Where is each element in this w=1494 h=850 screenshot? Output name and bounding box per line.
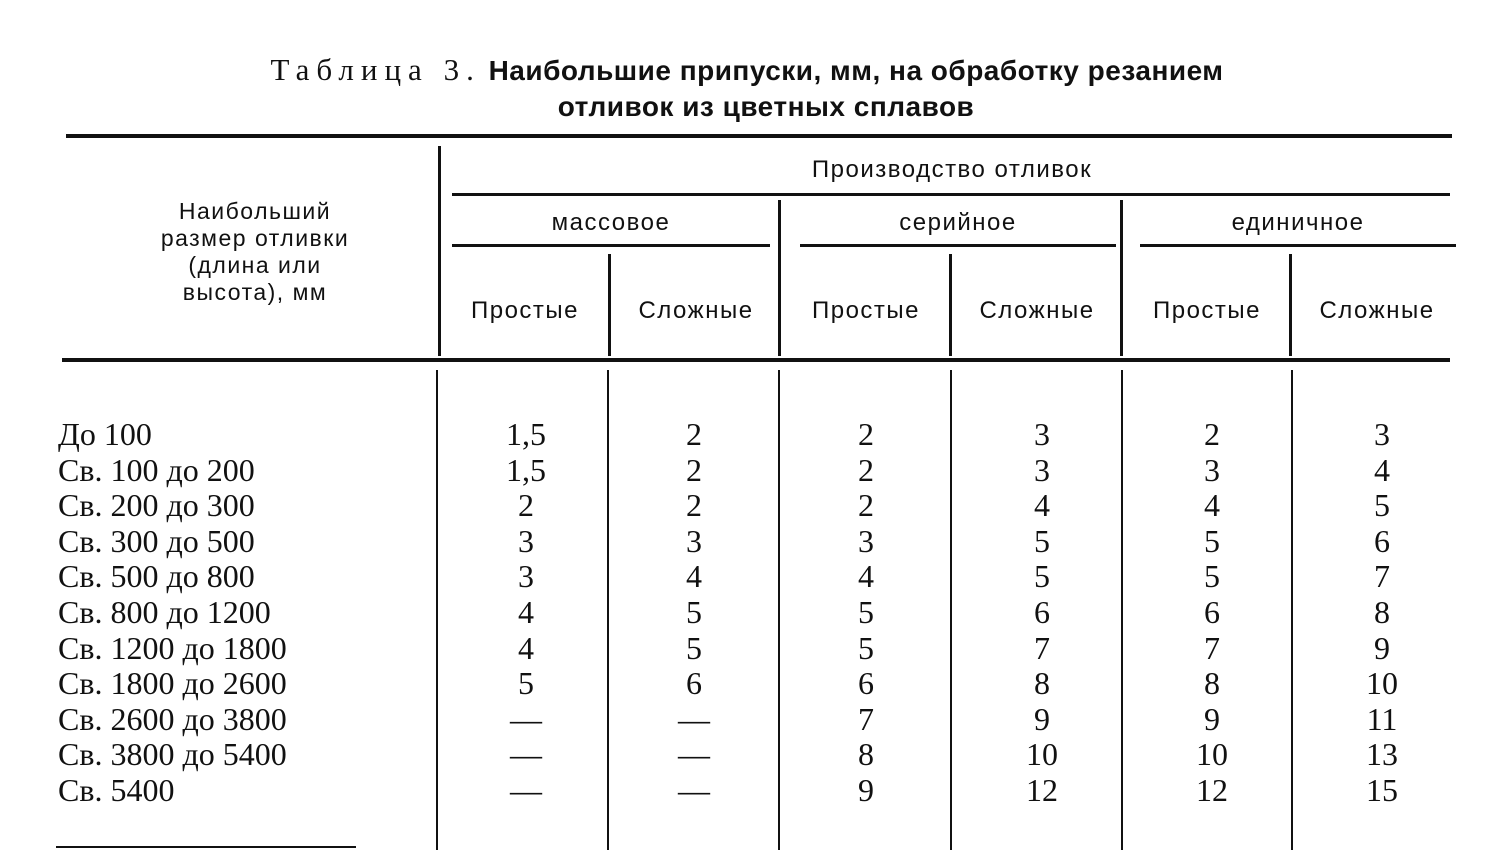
row-label: Св. 200 до 300 — [58, 487, 255, 523]
cell-mass-simple: — — [510, 736, 542, 772]
stub-header — [120, 198, 390, 306]
table-caption — [0, 52, 1494, 125]
group-divider-header-2 — [1120, 200, 1123, 356]
cell-mass-complex: — — [678, 736, 710, 772]
cell-serial-simple: 3 — [858, 523, 874, 559]
cell-single-complex: 10 — [1366, 665, 1398, 701]
cell-mass-complex: 5 — [686, 630, 702, 666]
cell-mass-complex: 4 — [686, 558, 702, 594]
stub-header-line-4: высота), мм — [182, 279, 328, 305]
cell-single-simple: 10 — [1196, 736, 1228, 772]
column-header-serial-complex: Сложные — [979, 297, 1095, 324]
col-divider-body-5 — [1291, 370, 1293, 850]
column-header-mass-simple: Простые — [470, 297, 580, 324]
cell-serial-complex: 3 — [1034, 452, 1050, 488]
cell-serial-complex: 8 — [1034, 665, 1050, 701]
cell-serial-simple: 2 — [858, 487, 874, 523]
cell-serial-complex: 9 — [1034, 701, 1050, 737]
row-label: Св. 2600 до 3800 — [58, 701, 287, 737]
cell-serial-simple: 6 — [858, 665, 874, 701]
cell-mass-simple: 2 — [518, 487, 534, 523]
col-divider-body-1 — [607, 370, 609, 850]
cell-serial-complex: 3 — [1034, 416, 1050, 452]
cell-mass-simple: — — [510, 701, 542, 737]
row-label: Св. 300 до 500 — [58, 523, 255, 559]
cell-serial-simple: 7 — [858, 701, 874, 737]
cell-serial-complex: 7 — [1034, 630, 1050, 666]
cell-mass-complex: 2 — [686, 487, 702, 523]
cell-single-simple: 7 — [1204, 630, 1220, 666]
cell-single-complex: 3 — [1374, 416, 1390, 452]
cell-single-simple: 12 — [1196, 772, 1228, 808]
col-divider-body-4 — [1121, 370, 1123, 850]
cell-single-simple: 8 — [1204, 665, 1220, 701]
caption-title-line-2: отливок из цветных сплавов — [557, 91, 975, 122]
cell-serial-complex: 12 — [1026, 772, 1058, 808]
cell-mass-complex: — — [678, 772, 710, 808]
stub-header-line-3: (длина или — [188, 252, 322, 278]
cell-mass-simple: 1,5 — [506, 452, 546, 488]
cell-mass-complex: 3 — [686, 523, 702, 559]
row-label: Св. 5400 — [58, 772, 175, 808]
column-header-mass-complex: Сложные — [638, 297, 754, 324]
cell-mass-complex: 5 — [686, 594, 702, 630]
cell-single-complex: 15 — [1366, 772, 1398, 808]
subgroup-rule-mass — [452, 244, 770, 247]
cell-single-simple: 6 — [1204, 594, 1220, 630]
cell-mass-simple: 4 — [518, 594, 534, 630]
cell-serial-simple: 2 — [858, 452, 874, 488]
table-top-rule — [66, 134, 1452, 138]
cell-mass-simple: 4 — [518, 630, 534, 666]
stub-header-line-2: размер отливки — [160, 225, 350, 251]
cell-single-complex: 13 — [1366, 736, 1398, 772]
cell-serial-complex: 10 — [1026, 736, 1058, 772]
cell-single-simple: 3 — [1204, 452, 1220, 488]
group-divider-header-1 — [778, 200, 781, 356]
header-bottom-rule — [62, 358, 1450, 362]
cell-single-complex: 7 — [1374, 558, 1390, 594]
table-bottom-rule — [56, 846, 356, 848]
cell-mass-complex: — — [678, 701, 710, 737]
cell-mass-simple: — — [510, 772, 542, 808]
row-label: Св. 500 до 800 — [58, 558, 255, 594]
group-header: Производство отливок — [811, 156, 1093, 183]
cell-single-simple: 2 — [1204, 416, 1220, 452]
cell-single-complex: 4 — [1374, 452, 1390, 488]
cell-single-simple: 9 — [1204, 701, 1220, 737]
cell-serial-complex: 4 — [1034, 487, 1050, 523]
group-header-rule — [452, 193, 1450, 196]
row-label: Св. 100 до 200 — [58, 452, 255, 488]
subgroup-rule-serial — [800, 244, 1116, 247]
cell-single-simple: 5 — [1204, 523, 1220, 559]
row-label: До 100 — [58, 416, 152, 452]
column-header-single-simple: Простые — [1152, 297, 1262, 324]
row-label: Св. 800 до 1200 — [58, 594, 271, 630]
cell-serial-complex: 5 — [1034, 558, 1050, 594]
cell-single-complex: 8 — [1374, 594, 1390, 630]
cell-mass-complex: 2 — [686, 452, 702, 488]
cell-mass-complex: 2 — [686, 416, 702, 452]
cell-serial-simple: 4 — [858, 558, 874, 594]
stub-header-line-1: Наибольший — [178, 198, 332, 224]
col-divider-body-2 — [778, 370, 780, 850]
subgroup-header-single: единичное — [1231, 209, 1365, 236]
stub-divider-body — [436, 370, 438, 850]
cell-mass-simple: 5 — [518, 665, 534, 701]
cell-serial-complex: 5 — [1034, 523, 1050, 559]
column-header-serial-simple: Простые — [811, 297, 921, 324]
cell-serial-simple: 8 — [858, 736, 874, 772]
cell-serial-simple: 2 — [858, 416, 874, 452]
cell-serial-simple: 5 — [858, 594, 874, 630]
cell-serial-simple: 9 — [858, 772, 874, 808]
cell-single-simple: 5 — [1204, 558, 1220, 594]
cell-single-simple: 4 — [1204, 487, 1220, 523]
cell-single-complex: 9 — [1374, 630, 1390, 666]
cell-serial-complex: 6 — [1034, 594, 1050, 630]
cell-single-complex: 11 — [1366, 701, 1398, 737]
cell-mass-simple: 1,5 — [506, 416, 546, 452]
cell-single-complex: 6 — [1374, 523, 1390, 559]
cell-mass-simple: 3 — [518, 523, 534, 559]
col-divider-body-3 — [950, 370, 952, 850]
subgroup-header-mass: массовое — [551, 209, 671, 236]
column-header-single-complex: Сложные — [1319, 297, 1435, 324]
cell-mass-simple: 3 — [518, 558, 534, 594]
row-label: Св. 1200 до 1800 — [58, 630, 287, 666]
caption-line-1 — [0, 52, 1494, 89]
subgroup-rule-single — [1140, 244, 1456, 247]
caption-prefix: Таблица 3. — [270, 52, 481, 87]
row-label: Св. 1800 до 2600 — [58, 665, 287, 701]
subgroup-header-serial: серийное — [899, 209, 1017, 236]
cell-serial-simple: 5 — [858, 630, 874, 666]
caption-title: Наибольшие припуски, мм, на обработку резанием — [488, 55, 1224, 86]
row-label: Св. 3800 до 5400 — [58, 736, 287, 772]
cell-single-complex: 5 — [1374, 487, 1390, 523]
cell-mass-complex: 6 — [686, 665, 702, 701]
